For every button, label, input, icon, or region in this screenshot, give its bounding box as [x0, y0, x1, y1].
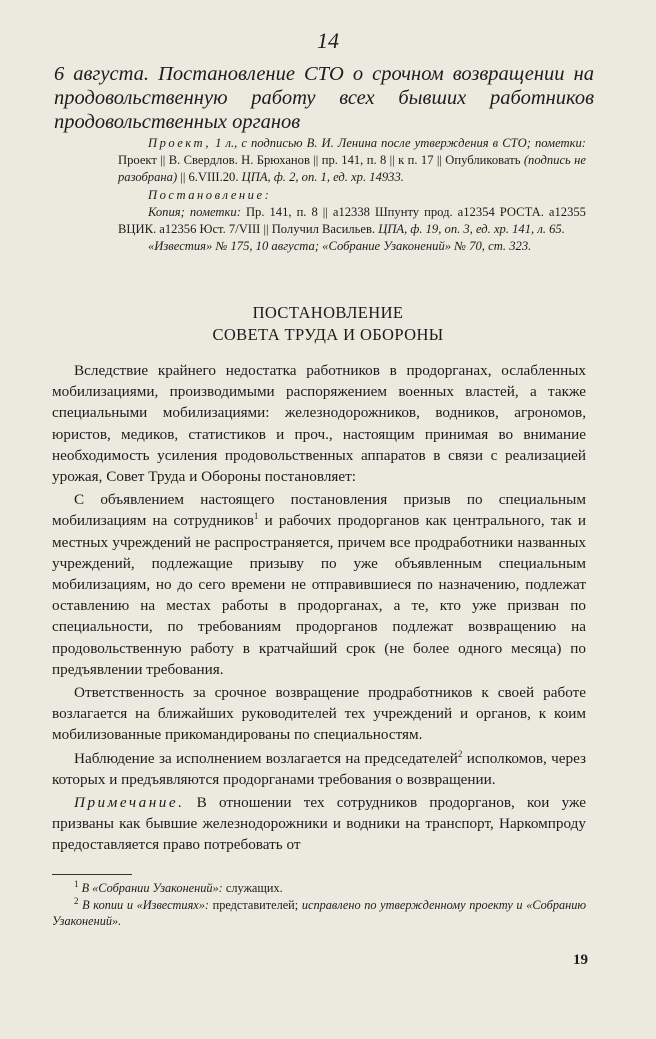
draft-archive: ЦПА, ф. 2, оп. 1, ед. хр. 14933.: [241, 170, 404, 185]
copy-archive: ЦПА, ф. 19, оп. 3, ед. хр. 141, л. 65.: [378, 222, 565, 237]
footnote-1-number: 1: [74, 878, 79, 889]
decree-heading: [0, 302, 656, 346]
decree-body: [52, 360, 586, 858]
p2-text-a: С объявлением настоящего постановления призыв по специальным мобилизациям на сотрудников: [52, 491, 586, 530]
body-paragraph-5: [52, 792, 586, 856]
heading-line-1: ПОСТАНОВЛЕНИЕ: [252, 303, 404, 322]
footnote-ref-2: 2: [457, 748, 463, 759]
archival-notes: [118, 135, 586, 255]
body-paragraph-2: [52, 489, 586, 680]
footnote-1: [52, 880, 586, 897]
footnote-ref-1: 1: [253, 511, 259, 522]
draft-text: 1 л., с подписью В. И. Ленина после утверждения в СТО; пометки:: [215, 136, 586, 150]
publication-text: «Известия» № 175, 10 августа; «Собрание Узаконений» № 70, ст. 323.: [148, 239, 532, 254]
p4-text-b: исполкомов, через которых и предъявляются продорганами требования о возвращении.: [52, 749, 587, 788]
footnotes: [52, 880, 586, 930]
draft-date: || 6.VIII.20.: [180, 170, 239, 185]
heading-line-2: СОВЕТА ТРУДА И ОБОРОНЫ: [212, 325, 444, 344]
copy-marks: Пр. 141, п. 8 || а12338 Шпунту прод. а12354 РОСТА. а12355 ВЦИК. а12356 Юст. 7/VIII || Получил Васильев.: [118, 204, 586, 237]
footnote-1-text: служащих.: [225, 881, 283, 895]
copy-label: Копия; пометки:: [148, 204, 241, 219]
draft-label: Проект,: [148, 136, 212, 150]
draft-marks: Проект || В. Свердлов. Н. Брюханов || пр. 141, п. 8 || к п. 17 || Опубликовать: [118, 153, 521, 168]
footnote-separator: [52, 874, 132, 875]
footnote-2-number: 2: [74, 895, 79, 906]
draft-signature-note: (подпись не разобрана): [118, 153, 586, 185]
footnote-2-text: представителей;: [212, 897, 299, 912]
footnote-2-note: исправлено по утвержденному проекту и «Собранию Узаконений».: [52, 897, 587, 929]
page-number: 19: [573, 952, 588, 968]
document-number: 14: [317, 28, 339, 53]
resolution-label: Постановление:: [148, 187, 272, 202]
document-title: 6 августа. Постановление СТО о срочном возвращении на продовольственную работу всех бывших работников продовольственных органов: [54, 63, 594, 133]
footnote-2-source: В копии и «Известиях»:: [82, 897, 209, 912]
p2-text-b: и рабочих продорганов как центрального, так и местных учреждений не распространяется, причем все продработники названных учреждений, подлежащие призыву по уже объявленным специальным мобилизациям, но до сего времени не отправившиеся по назначению, подлежат оставлению на местах работы в продорганах, а те, кто уже призван по специальности, по требованиям продорганов подлежат возвращению на продовольственную работу в кратчайший срок (не более одного месяца) по предъявлении требования.: [52, 512, 587, 678]
footnote-2: [52, 897, 586, 930]
note-text: В отношении тех сотрудников продорганов, кои уже призваны как бывшие железнодорожники и водники на транспорт, Наркомпроду предоставляется право потребовать от: [52, 794, 586, 854]
body-paragraph-4: [52, 748, 586, 790]
resolution-note: [118, 187, 586, 204]
p4-text-a: Наблюдение за исполнением возлагается на председателей: [74, 749, 458, 767]
body-paragraph-3: Ответственность за срочное возвращение продработников к своей работе возлагается на ближайших руководителей тех учреждений и органов, к коим мобилизованные прикомандированы по специальностям.: [52, 684, 586, 744]
copy-note: [118, 204, 586, 238]
note-label: Примечание.: [74, 794, 185, 812]
footnote-1-source: В «Собрании Узаконений»:: [81, 881, 223, 895]
body-paragraph-1: Вследствие крайнего недостатка работников в продорганах, ослабленных мобилизациями, производимыми распоряжением военных властей, а также специальными мобилизациями: железнодорожников, водников, агрономов, юристов, медиков, статистиков и проч., настоящим принимая во внимание необходимость усиления продовольственных аппаратов в связи с реализацией урожая, Совет Труда и Обороны постановляет:: [52, 362, 586, 486]
publication-note: [118, 238, 586, 255]
draft-note: [118, 135, 586, 187]
